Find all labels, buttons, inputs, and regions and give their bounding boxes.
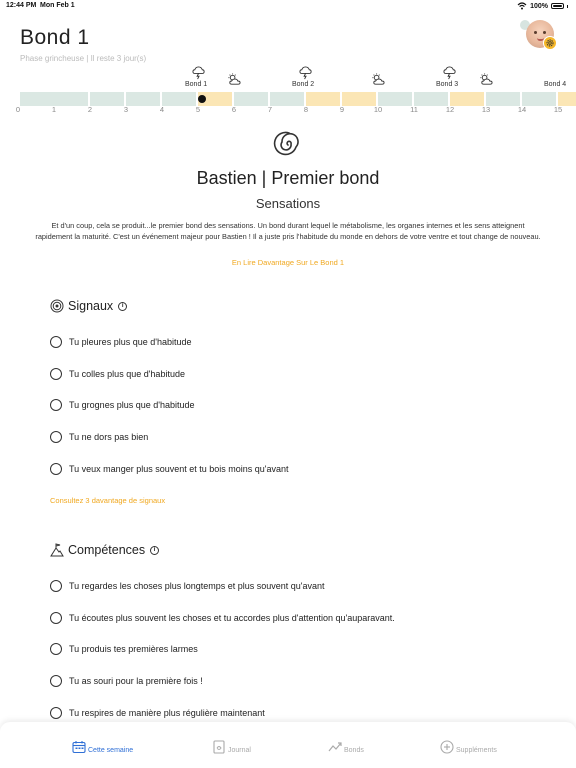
- competences-item[interactable]: [50, 580, 325, 592]
- storm-cloud-icon: [442, 66, 458, 80]
- checkbox-circle[interactable]: [50, 643, 62, 655]
- timeline-tick-label: 9: [339, 105, 345, 114]
- read-more-link[interactable]: En Lire Davantage Sur Le Bond 1: [231, 258, 345, 267]
- tab-journal-label: Journal: [228, 747, 251, 754]
- leap-title: Bastien | Premier bond: [196, 168, 380, 188]
- checkbox-circle[interactable]: [50, 431, 62, 443]
- journal-icon: [212, 740, 226, 754]
- timeline-tick-label: 15: [553, 105, 563, 114]
- timeline-tick-label: 8: [303, 105, 309, 114]
- avatar-eye-left: [534, 31, 537, 34]
- timeline-tick-label: 10: [373, 105, 383, 114]
- competences-item-label: Tu as souri pour la première fois !: [69, 676, 203, 687]
- tab-this-week[interactable]: [72, 740, 133, 754]
- sun-cloud-icon: [226, 73, 242, 87]
- signaux-item[interactable]: [50, 336, 191, 348]
- calendar-icon: [72, 740, 86, 754]
- timeline-week-segment[interactable]: [162, 92, 196, 106]
- checkbox-circle[interactable]: [50, 336, 62, 348]
- timeline-tick-label: 0: [15, 105, 21, 114]
- signaux-item-label: Tu grognes plus que d'habitude: [69, 400, 195, 411]
- competences-item-label: Tu respires de manière plus régulière maintenant: [69, 707, 265, 718]
- spiral-icon: [273, 130, 303, 160]
- gear-icon: [545, 38, 555, 48]
- signaux-item-label: Tu colles plus que d'habitude: [69, 368, 185, 379]
- timeline-week-segment[interactable]: [234, 92, 268, 106]
- tab-journal[interactable]: [212, 740, 251, 754]
- sun-cloud-icon: [370, 73, 386, 87]
- checkbox-circle[interactable]: [50, 399, 62, 411]
- checkbox-circle[interactable]: [50, 612, 62, 624]
- signaux-item-label: Tu veux manger plus souvent et tu bois moins qu'avant: [69, 463, 289, 474]
- competences-title: Compétences: [68, 543, 146, 557]
- competences-item[interactable]: [50, 675, 203, 687]
- checkbox-circle[interactable]: [50, 368, 62, 380]
- timeline-bond-label: Bond 3: [436, 81, 459, 88]
- sun-cloud-icon: [478, 73, 494, 87]
- checkbox-circle[interactable]: [50, 463, 62, 475]
- timeline-week-segment[interactable]: [270, 92, 304, 106]
- settings-button[interactable]: [543, 36, 557, 50]
- competences-item[interactable]: [50, 643, 198, 655]
- tab-bonds-label: Bonds: [344, 747, 364, 754]
- page-title: Bond 1: [20, 26, 90, 49]
- more-signals-link[interactable]: Consultez 3 davantage de signaux: [50, 496, 166, 505]
- timeline-tick-label: 11: [410, 105, 418, 114]
- battery-icon: [551, 3, 564, 9]
- competences-header: [50, 543, 159, 557]
- signaux-title: Signaux: [68, 299, 114, 313]
- storm-cloud-icon: [191, 66, 207, 80]
- timeline-tick-label: 6: [231, 105, 237, 114]
- checkbox-circle[interactable]: [50, 580, 62, 592]
- timeline-week-segment[interactable]: [522, 92, 556, 106]
- tab-bonds[interactable]: [328, 740, 364, 754]
- battery-tip: [567, 5, 568, 8]
- current-week-marker: [198, 95, 206, 103]
- signal-icon: [50, 299, 64, 313]
- timeline-week-segment[interactable]: [20, 92, 54, 106]
- plus-circle-icon: [440, 740, 454, 754]
- signaux-item-label: Tu pleures plus que d'habitude: [69, 337, 192, 347]
- timeline-week-segment[interactable]: [54, 92, 88, 106]
- signaux-item[interactable]: [50, 399, 194, 411]
- tab-supplements-label: Suppléments: [456, 747, 497, 754]
- signaux-item[interactable]: [50, 463, 289, 475]
- chart-icon: [328, 740, 342, 754]
- timeline-bond-label: Bond 2: [292, 81, 315, 88]
- timeline-week-segment[interactable]: [306, 92, 340, 106]
- flag-mountain-icon: [50, 543, 64, 557]
- storm-cloud-icon: [298, 66, 314, 80]
- timeline-week-segment[interactable]: [378, 92, 412, 106]
- timeline-tick-label: 12: [445, 105, 455, 114]
- timeline-week-segment[interactable]: [90, 92, 124, 106]
- timeline-tick-label: 3: [123, 105, 129, 114]
- tab-this-week-label: Cette semaine: [88, 747, 134, 754]
- timeline-week-segment[interactable]: [342, 92, 376, 106]
- timeline-week-segment[interactable]: [486, 92, 520, 106]
- leap-subtitle: Sensations: [255, 196, 321, 211]
- signaux-header: [50, 299, 127, 313]
- competences-item-label: Tu écoutes plus souvent les choses et tu accordes plus d'attention qu'auparavant.: [69, 612, 395, 623]
- tab-supplements[interactable]: [440, 740, 497, 754]
- timeline-week-segment[interactable]: [126, 92, 160, 106]
- timeline-week-segment[interactable]: [558, 92, 576, 106]
- timeline-tick-label: 5: [195, 105, 201, 114]
- timeline-tick-label: 1: [51, 105, 57, 114]
- signaux-item-label: Tu ne dors pas bien: [69, 432, 149, 443]
- checkbox-circle[interactable]: [50, 707, 62, 719]
- timeline-tick-label: 4: [159, 105, 165, 114]
- status-bar: [0, 0, 576, 12]
- competences-item[interactable]: [50, 612, 395, 624]
- competences-item-label: Tu regardes les choses plus longtemps et plus souvent qu'avant: [69, 581, 325, 591]
- timeline-tick-label: 14: [517, 105, 527, 114]
- signaux-item[interactable]: [50, 368, 185, 380]
- timeline-week-segment[interactable]: [450, 92, 484, 106]
- competences-item[interactable]: [50, 707, 265, 719]
- timeline-bond-label: Bond 4: [544, 81, 567, 88]
- checkbox-circle[interactable]: [50, 675, 62, 687]
- avatar-eye-right: [543, 31, 546, 34]
- timeline-bond-label: Bond 1: [185, 81, 208, 88]
- wifi-icon: [517, 2, 527, 10]
- leap-timeline[interactable]: [0, 62, 576, 120]
- timeline-tick-label: 13: [481, 105, 491, 114]
- page-subtitle: Phase grincheuse | Il reste 3 jour(s): [20, 54, 147, 63]
- status-date: Mon Feb 1: [40, 2, 75, 9]
- competences-info-icon[interactable]: i: [150, 546, 159, 555]
- battery-percent: 100%: [530, 2, 548, 10]
- leap-description: Et d'un coup, cela se produit...le premier bond des sensations. Un bond durant lequel le métabolisme, les organes internes et les sens atteignent rapidement la maturité. C'est un événement majeur pour Bastien ! Il a juste pris l'habitude du monde en dehors de votre ventre et tout change de nouveau.: [35, 221, 541, 241]
- status-time: 12:44 PM: [6, 2, 37, 9]
- tab-bar: [0, 722, 576, 768]
- competences-item-label: Tu produis tes premières larmes: [69, 644, 198, 655]
- signaux-item[interactable]: [50, 431, 148, 443]
- signaux-info-icon[interactable]: i: [118, 302, 127, 311]
- status-right: [517, 2, 568, 10]
- timeline-tick-label: 7: [267, 105, 273, 114]
- timeline-tick-label: 2: [87, 105, 93, 114]
- timeline-week-segment[interactable]: [414, 92, 448, 106]
